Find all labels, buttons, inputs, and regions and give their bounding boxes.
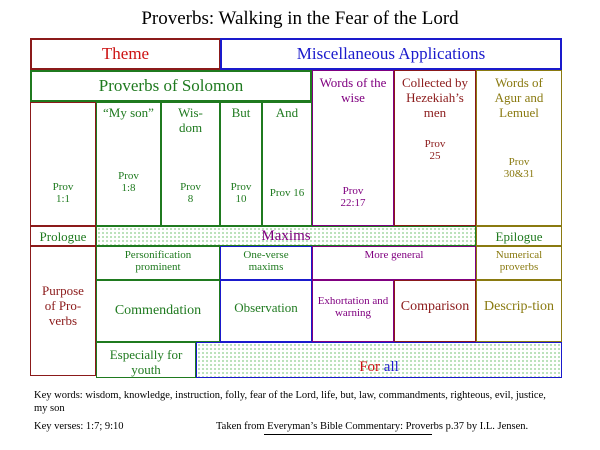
words-of-wise-label: Words of the wise [319,75,387,105]
ref-prov-10: Prov 10 [230,181,252,205]
agur-column [476,70,562,226]
theme-label: Theme [101,44,150,63]
hezekiah-column [394,70,476,226]
ref-prov-1-8: Prov 1:8 [118,170,139,194]
for-word: For [359,359,381,375]
exhortation-box [312,280,394,342]
ref-prov-16: Prov 16 [269,187,305,199]
page-title: Proverbs: Walking in the Fear of the Lord [141,8,459,29]
more-general-label: More general [364,249,424,261]
citation-underline [264,434,432,435]
maxims-label: Maxims [261,228,311,244]
epilogue-label: Epilogue [495,228,543,244]
purpose-box [30,246,96,376]
all-word: all [383,359,399,375]
personification-label: Personification prominent [124,249,192,273]
ref-prov-22-17: Prov 22:17 [340,185,366,209]
and-label: And [275,105,299,120]
observation-box [220,280,312,342]
hezekiah-label: Collected by Hezekiah’s men [401,75,469,120]
numerical-box [476,246,562,280]
my-son-label: “My son” [103,105,154,120]
ref-prov-8: Prov 8 [180,181,201,205]
ref-prov-25: Prov 25 [424,138,446,162]
one-verse-box [220,246,312,280]
but-column [220,102,262,226]
prologue-column [30,102,96,226]
for-all-band [196,342,562,378]
numerical-label: Numerical proverbs [495,249,543,273]
proverbs-of-solomon-label: Proverbs of Solomon [98,76,244,95]
commendation-label: Commendation [114,303,202,318]
purpose-label: Purpose of Pro- verbs [42,283,84,328]
my-son-column [96,102,161,226]
epilogue-box [476,226,562,246]
misc-applications-box [220,38,562,70]
commendation-box [96,280,220,342]
wisdom-column [161,102,220,226]
observation-label: Observation [234,299,298,315]
key-verses: Key verses: 1:7; 9:10 [34,421,124,432]
source-citation: Taken from Everyman’s Bible Commentary: Proverbs p.37 by I.L. Jensen. [216,421,529,432]
proverbs-of-solomon-box [30,70,312,102]
description-box [476,280,562,342]
maxims-band [96,226,476,246]
especially-youth-box [96,342,196,378]
agur-label: Words of Agur and Lemuel [494,75,544,120]
ref-prov-30-31: Prov 30&31 [503,156,535,180]
theme-box [30,38,220,70]
especially-youth-label: Especially for youth [109,347,183,377]
one-verse-label: One-verse maxims [243,249,289,273]
for-all-label [359,358,399,376]
ref-prov-1-1: Prov 1:1 [52,181,74,205]
more-general-box [312,246,476,280]
misc-applications-label: Miscellaneous Applications [296,44,486,63]
wisdom-label: Wis- dom [178,105,203,135]
comparison-label: Comparison [400,299,470,314]
but-label: But [231,105,251,120]
words-of-wise-column [312,70,394,226]
prologue-box [30,226,96,246]
and-column [262,102,312,226]
comparison-box [394,280,476,342]
exhortation-label: Exhortation and warning [317,295,389,319]
key-words: Key words: wisdom, knowledge, instruction, folly, fear of the Lord, life, but, law, commandments, righteous, evil, justice, my son [34,390,546,414]
personification-box [96,246,220,280]
description-label: Descrip-tion [484,299,554,314]
prologue-label: Prologue [39,228,87,244]
